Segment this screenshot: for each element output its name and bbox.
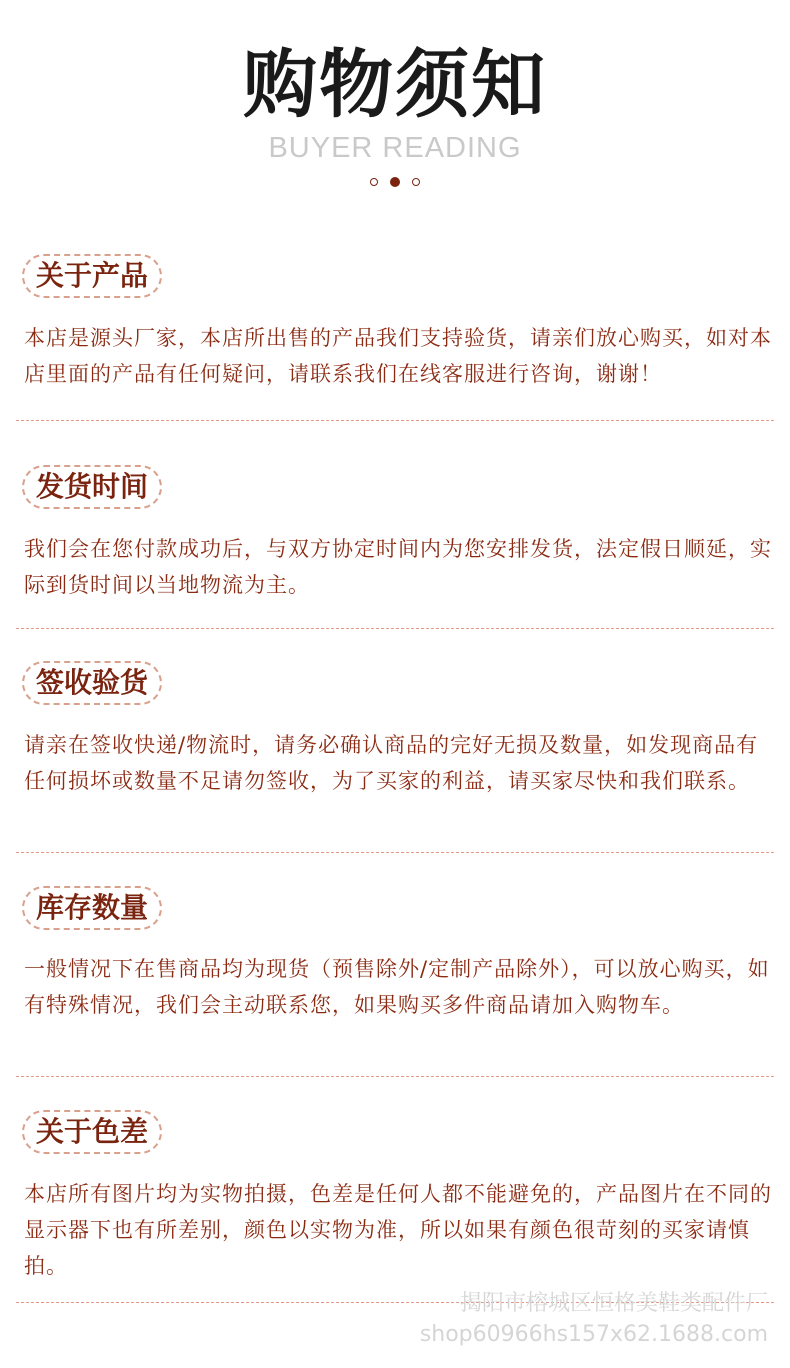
section-body: 请亲在签收快递/物流时，请务必确认商品的完好无损及数量，如发现商品有任何损坏或数量不足请勿签收，为了买家的利益，请买家尽快和我们联系。 [24, 733, 759, 793]
section-body: 本店是源头厂家，本店所出售的产品我们支持验货，请亲们放心购买，如对本店里面的产品有任何疑问，请联系我们在线客服进行咨询，谢谢！ [24, 326, 772, 386]
watermark-url: shop60966hs157x62.1688.com [419, 1322, 768, 1347]
divider [16, 1076, 774, 1077]
section-body: 一般情况下在售商品均为现货（预售除外/定制产品除外），可以放心购买，如有特殊情况，我们会主动联系您，如果购买多件商品请加入购物车。 [24, 957, 770, 1017]
decorative-dots [368, 176, 424, 190]
dot-outline-right [412, 178, 420, 186]
section-heading: 关于产品 [22, 254, 162, 298]
divider [16, 852, 774, 853]
watermark-company: 揭阳市榕城区恒格美鞋类配件厂 [459, 1291, 768, 1316]
section-heading: 发货时间 [22, 465, 162, 509]
section-body: 本店所有图片均为实物拍摄，色差是任何人都不能避免的，产品图片在不同的显示器下也有所差别，颜色以实物为准，所以如果有颜色很苛刻的买家请慎拍。 [24, 1182, 772, 1278]
section-heading: 库存数量 [22, 886, 162, 930]
dot-filled-center [390, 177, 400, 187]
section-heading: 签收验货 [22, 661, 162, 705]
divider [16, 628, 774, 629]
divider [16, 420, 774, 421]
section-heading: 关于色差 [22, 1110, 162, 1154]
page-subtitle: BUYER READING [268, 132, 522, 164]
section-body: 我们会在您付款成功后，与双方协定时间内为您安排发货，法定假日顺延，实际到货时间以当地物流为主。 [24, 537, 772, 597]
page-title: 购物须知 [243, 42, 547, 128]
dot-outline-left [370, 178, 378, 186]
